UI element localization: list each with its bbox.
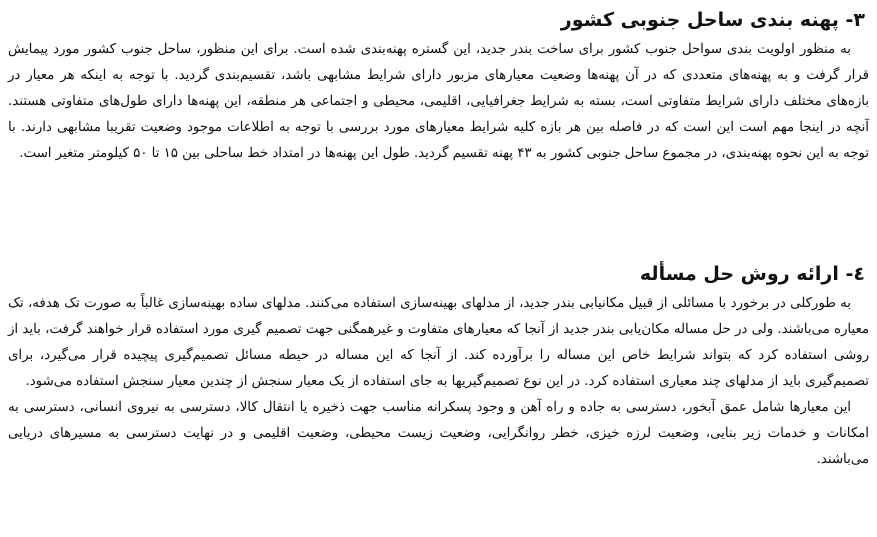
section-paragraph: به طورکلی در برخورد با مسائلی از قبیل مکانیابی بندر جدید، از مدلهای بهینه‌سازی استفاده می‌کنند. مدلهای ساده بهینه‌سازی غالباً به صورت تک هدفه، تک معیاره می‌باشند. ولی در حل مساله مکان‌یابی بندر جدید از آنجا که معیارهای متفاوت و غیرهمگنی جهت تصمیم گیری مورد استفاده قرار خواهند گرفت، باید از روشی استفاده کرد که بتواند شرایط خاص این مساله را برآورده کند. از آنجا که این مساله در حیطه مسائل تصمیم‌گیری پیچیده قرار می‌گیرد، برای تصمیم‌گیری باید از مدلهای چند معیاری استفاده کرد. در این نوع تصمیم‌گیریها به جای استفاده از یک معیار سنجش از چندین معیار سنجش استفاده می‌شود. [8, 296, 869, 389]
section-heading: ٤- ارائه روش حل مسأله [639, 263, 865, 285]
document-page [8, 0, 869, 537]
section-solution-method [8, 260, 869, 473]
section-paragraph: به منظور اولویت بندی سواحل جنوب کشور برای ساخت بندر جدید، این گستره پهنه‌بندی شده است. برای این منظور، ساحل جنوب کشور مورد پیمایش قرار گرفت و به پهنه‌های متعددی که در آن پهنه‌ها وضعیت معیارهای مزبور دارای شرایط مشابهی باشد، تقسیم‌بندی گردید. با توجه به اینکه هر معیار در بازه‌های مختلف دارای شرایط متفاوتی است، بسته به شرایط جغرافیایی، اقلیمی، محیطی و اجتماعی هر منطقه، این پهنه‌ها دارای طول‌های متفاوتی هستند. آنچه در اینجا مهم است این است که در فاصله بین هر بازه کلیه شرایط معیارهای مورد بررسی با توجه به اطلاعات موجود وضعیت تقریبا مشابهی دارند. با توجه به این نحوه پهنه‌بندی، در مجموع ساحل جنوبی کشور به ۴۳ پهنه تقسیم گردید. طول این پهنه‌ها در امتداد خط ساحلی بین ۱۵ تا ۵۰ کیلومتر متغیر است. [8, 42, 869, 161]
section-heading: ۳- پهنه بندی ساحل جنوبی کشور [560, 9, 865, 31]
section-coastal-zoning [8, 6, 869, 167]
section-paragraph: این معیارها شامل عمق آبخور، دسترسی به جاده و راه آهن و وجود پسکرانه مناسب جهت ذخیره یا انتقال کالا، دسترسی به نیروی انسانی، دسترسی به امکانات و خدمات زیر بنایی، وضعیت لرزه خیزی، خطر روانگرایی، وضعیت زیست محیطی، وضعیت اقلیمی و در نهایت دسترسی به مسیرهای دریایی می‌باشند. [8, 400, 869, 467]
